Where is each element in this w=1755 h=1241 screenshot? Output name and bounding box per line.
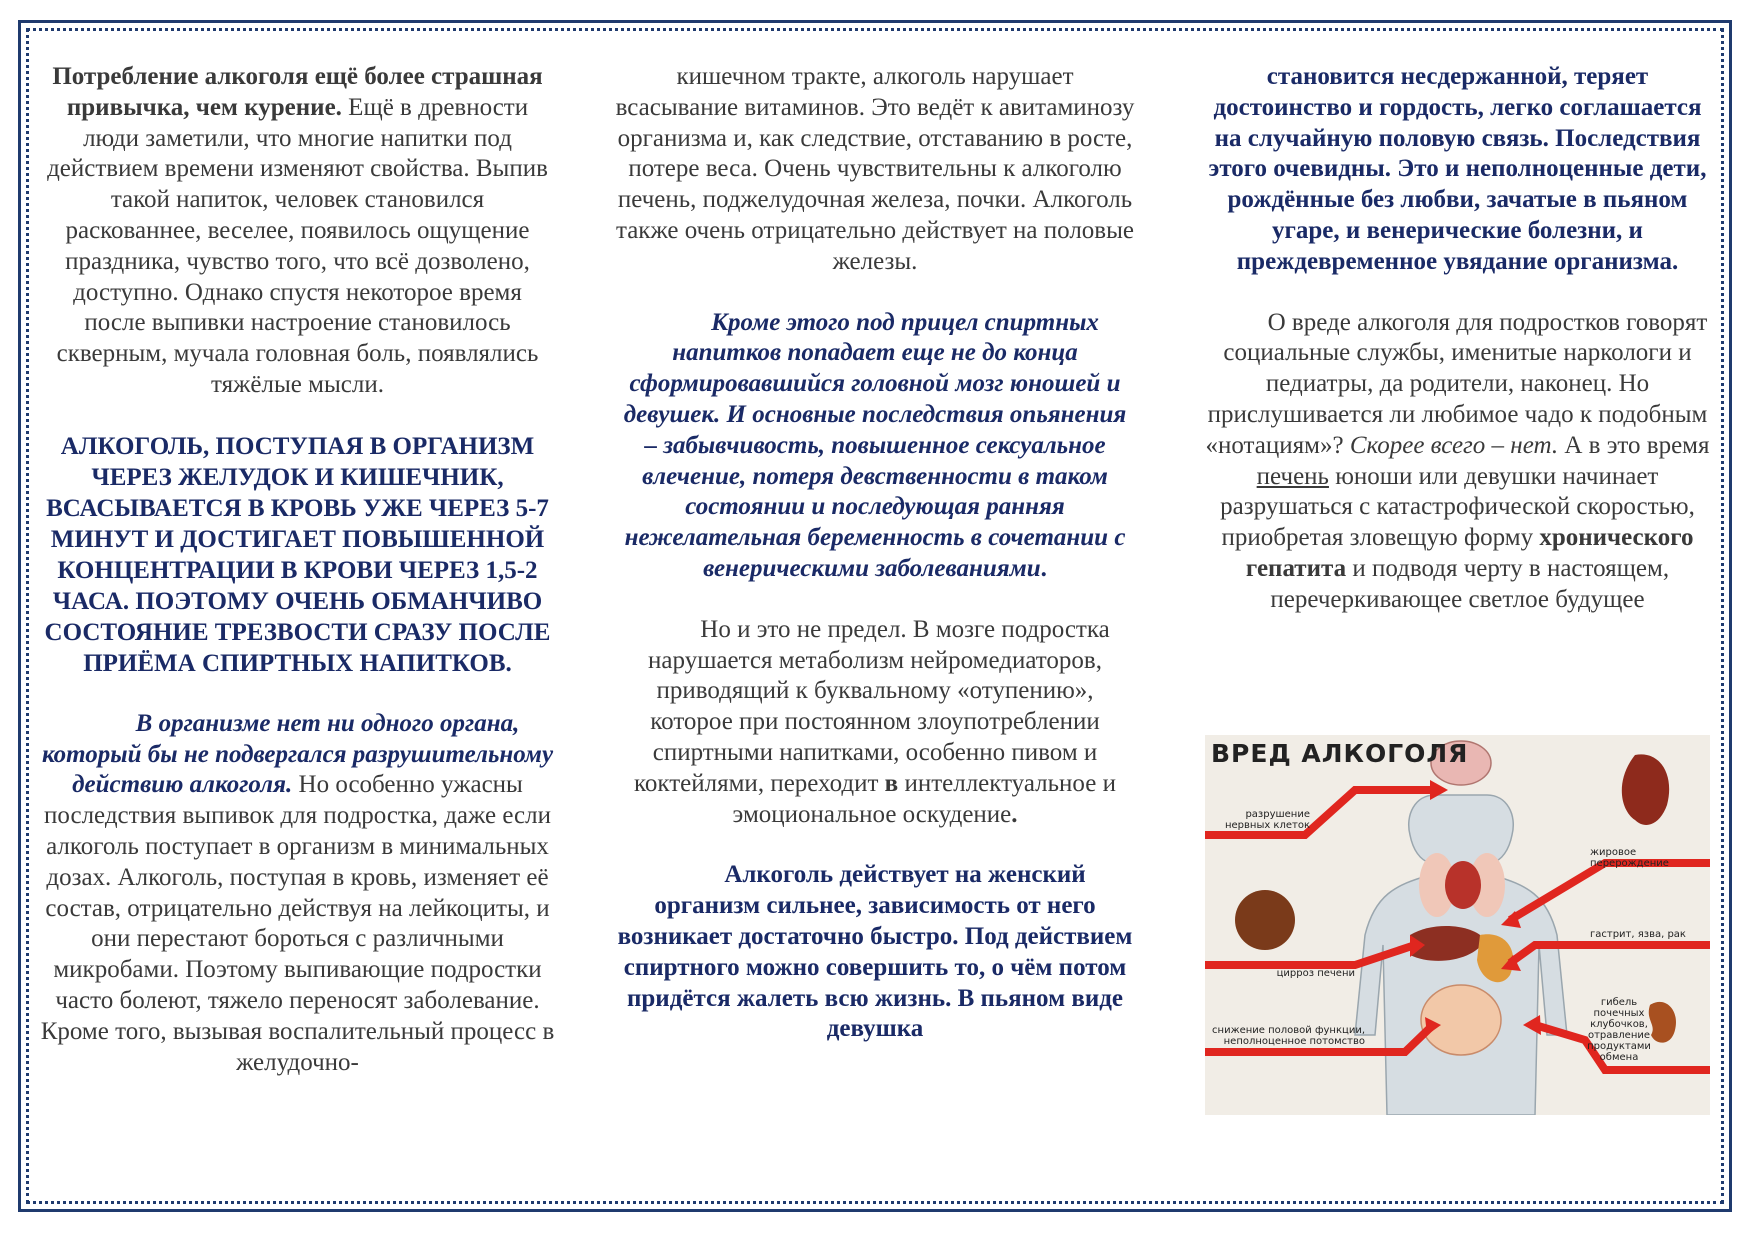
brain-text: Кроме этого под прицел спиртных напитков попадает еще не до конца сформировавшийся головной мозг юношей и девушек. И основные последствия опьянения – забывчивость, повышенное сексуальное влечение, потеря девственности в таком состоянии и последующая ранняя нежелательная беременность в сочетании с венерическими заболеваниями — [623, 308, 1127, 582]
intro-heading: Потребление алкоголя ещё более страшная привычка, чем курение. — [52, 63, 543, 121]
consequences-paragraph: становится несдержанной, теряет достоинство и гордость, легко соглашается на случайную половую связь. Последствия этого очевидны. Это и неполноценные дети, рождённые без любви, зачатые в пьяном угаре, и венерические болезни, и преждевременное увядание организма. — [1208, 63, 1707, 275]
female-text: Алкоголь действует на женский организм сильнее, зависимость от него возникает достаточно быстро. Под действием спиртного можно совершить то, о чём потом придётся жалеть всю жизнь. В пьяном виде девушка — [617, 861, 1133, 1043]
illustration-title: ВРЕД АЛКОГОЛЯ — [1211, 739, 1469, 768]
neuro-text-b: в — [884, 769, 899, 797]
organs-paragraph — [40, 709, 555, 1079]
neuro-text-d: . — [1011, 800, 1018, 828]
label-gastritis: гастрит, язва, рак — [1590, 929, 1686, 940]
liver-text-italic: Скорее всего – нет. — [1349, 431, 1559, 459]
female-paragraph — [615, 860, 1135, 1045]
liver-text-d: и подводя черту в настоящем, перечеркивающее светлое будущее — [1270, 554, 1670, 613]
liver-text-a: О вреде алкоголя для подростков говорят социальные службы, именитые наркологи и педиатры, да родители, наконец. Но прислушивается ли любимое чадо к подобным «нотациям»? — [1205, 308, 1708, 459]
label-nerve: разрушение нервных клеток — [1224, 809, 1310, 831]
liver-text-c: юноши или девушки начинает разрушаться с катастрофической скоростью, приобретая зловещую форму — [1220, 462, 1695, 552]
label-cirrhosis: цирроз печени — [1276, 968, 1355, 979]
liver-text-bold: хронического гепатита — [1245, 524, 1694, 582]
neuro-text-a: Но и это не предел. В мозге подростка нарушается метаболизм нейромедиаторов, приводящий к буквальному «отупению», которое при постоянном злоупотреблении спиртными напитками, особенно пивом и коктейлями, переходит — [634, 615, 1110, 797]
label-reproductive: снижение половой функции, неполноценное потомство — [1212, 1025, 1365, 1047]
liver-text-underline: печень — [1256, 462, 1329, 490]
column-right — [1205, 62, 1710, 616]
absorption-warning: АЛКОГОЛЬ, ПОСТУПАЯ В ОРГАНИЗМ ЧЕРЕЗ ЖЕЛУДОК И КИШЕЧНИК, ВСАСЫВАЕТСЯ В КРОВЬ УЖЕ ЧЕРЕЗ 5-7 МИНУТ И ДОСТИГАЕТ ПОВЫШЕННОЙ КОНЦЕНТРАЦИИ В КРОВИ ЧЕРЕЗ 1,5-2 ЧАСА. ПОЭТОМУ ОЧЕНЬ ОБМАНЧИВО СОСТОЯНИЕ ТРЕЗВОСТИ СРАЗУ ПОСЛЕ ПРИЁМА СПИРТНЫХ НАПИТКОВ. — [44, 432, 551, 677]
label-fat: жировое перерождение — [1590, 847, 1669, 869]
column-middle — [615, 62, 1135, 1045]
neuro-paragraph — [615, 615, 1135, 831]
neuro-text-c: интеллектуальное и эмоциональное оскудение — [732, 769, 1116, 828]
column-left — [40, 62, 555, 1078]
organs-lead: В организме нет ни одного органа, который бы не подвергался разрушительному действию алкоголя. — [41, 709, 554, 799]
intro-text: Ещё в древности люди заметили, что многие напитки под действием времени изменяют свойства. Выпив такой напиток, человек становился раскованнее, веселее, появилось ощущение праздника, чувство того, что всё дозволено, доступно. Однако спустя некоторое время после выпивки настроение становилось скверным, мучала головная боль, появлялись тяжёлые мысли. — [47, 93, 548, 398]
alcohol-harm-illustration — [1205, 735, 1710, 1115]
brain-period: . — [1040, 554, 1047, 582]
liver-paragraph — [1205, 308, 1710, 616]
liver-text-b: А в это время — [1558, 431, 1710, 459]
brain-paragraph — [615, 308, 1135, 585]
vitamins-paragraph: кишечном тракте, алкоголь нарушает всасывание витаминов. Это ведёт к авитаминозу организма и, как следствие, отставанию в росте, потере веса. Очень чувствительны к алкоголю печень, поджелудочная железа, почки. Алкоголь также очень отрицательно действует на половые железы. — [615, 63, 1135, 275]
label-kidney: гибель почечных клубочков, отравление продуктами обмена — [1587, 997, 1651, 1063]
organs-text: Но особенно ужасны последствия выпивок для подростка, даже если алкоголь поступает в организм в минимальных дозах. Алкоголь, поступая в кровь, изменяет её состав, отрицательно действуя на лейкоциты, и они перестают бороться с различными микробами. Поэтому выпивающие подростки часто болеют, тяжело переносят заболевание. Кроме того, вызывая воспалительный процесс в желудочно- — [40, 771, 555, 1076]
intro-paragraph — [40, 62, 555, 401]
